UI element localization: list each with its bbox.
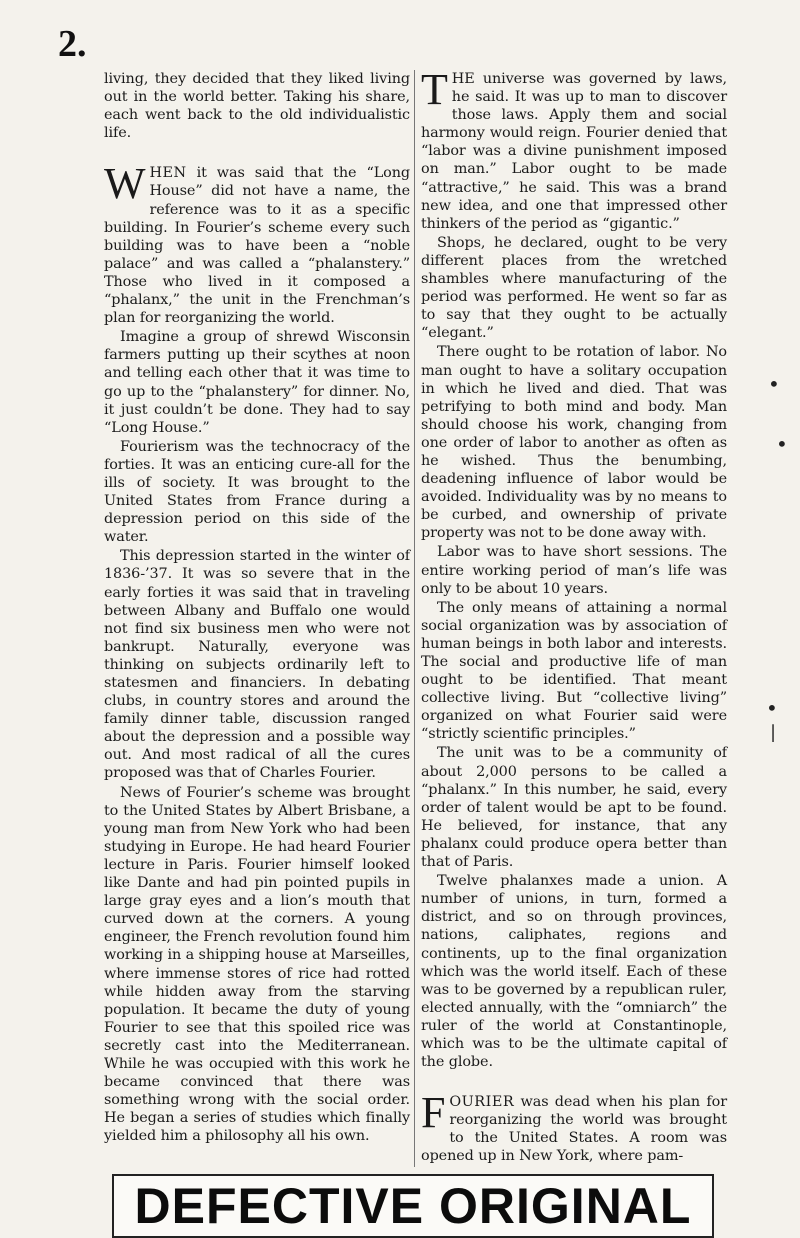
right-paragraph-5: The only means of attaining a normal social organization was by association of human beings in both labor and interests. The social and productive life of man ought to be identified. That meant collective living. But “collective living” organized on what Fourier said were “strictly scientific principles.” — [421, 599, 727, 743]
left-paragraph-2-lead: HEN — [149, 165, 187, 182]
right-paragraph-1-text: HE universe was governed by laws, he said. It was up to man to discover those laws. Apply them and social harmony would reign. Fourier denied that “labor was a divine punishment imposed on man.” Labor ought to be made “attractive,” he said. This was a brand new idea, and one that impressed other thinkers of the period as “gigantic.” — [421, 71, 727, 232]
left-paragraph-2 — [104, 159, 410, 327]
right-paragraph-3: There ought to be rotation of labor. No man ought to have a solitary occupation in which he lived and died. That was petrifying to both mind and body. Man should choose his work, changing from one order of labor to another as often as he wished. Thus the benumbing, deadening influence of labor would be avoided. Individuality was by no means to be curbed, and ownership of private property was not to be done away with. — [421, 344, 727, 542]
scan-speck: • — [776, 432, 788, 456]
scan-speck: • — [766, 696, 778, 720]
left-paragraph-2-text: it was said that the “Long House” did not have a name, the reference was to it as a specific building. In Fourier’s scheme every such building was to have been a “noble palace” and was called a “phalanstery.” Those who lived in it composed a “phalanx,” the unit in the Frenchman’s plan for reorganizing the world. — [104, 165, 410, 327]
page-number: 2. — [58, 23, 87, 65]
right-paragraph-1 — [421, 65, 727, 233]
drop-cap-f: F — [421, 1088, 446, 1138]
left-paragraph-6: News of Fourier’s scheme was brought to the United States by Albert Brisbane, a young man from New York who had been studying in Europe. He had heard Fourier lecture in Paris. Fourier himself looked like Dante and had pin pointed pupils in large gray eyes and a lion’s mouth that curved down at the corners. A young engineer, the French revolution found him working in a shipping house at Marseilles, where immense stores of rice had rotted while hidden away from the starving population. It became the duty of young Fourier to see that this spoiled rice was secretly cast into the Mediterranean. While he was occupied with this work he became convinced that there was something wrong with the social order. He began a series of studies which finally yielded him a philosophy all his own. — [104, 784, 410, 1145]
right-paragraph-8-lead: OURIER — [449, 1094, 515, 1111]
scan-speck: | — [770, 722, 777, 743]
left-paragraph-3: Imagine a group of shrewd Wisconsin farmers putting up their scythes at noon and telling each other that it was time to go up to the “phalanstery” for dinner. No, it just couldn’t be done. They had to say “Long House.” — [104, 329, 410, 436]
right-paragraph-2: Shops, he declared, ought to be very different places from the wretched shambles where manufacturing of the period was performed. He went so far as to say that they ought to be actually “elegant.” — [421, 234, 727, 342]
left-paragraph-1: living, they decided that they liked living out in the world better. Taking his share, each went back to the old individualistic life. — [104, 71, 410, 142]
defective-original-stamp: DEFECTIVE ORIGINAL — [112, 1174, 714, 1238]
drop-cap-w: W — [104, 159, 146, 209]
right-paragraph-7: Twelve phalanxes made a union. A number of unions, in turn, formed a district, and so on through provinces, nations, caliphates, regions and continents, up to the final organization which was the world itself. Each of these was to be governed by a republican ruler, elected annually, with the “omniarch” the ruler of the world at Constantinople, which was to be the ultimate capital of the globe. — [421, 873, 727, 1071]
left-paragraph-5: This depression started in the winter of 1836-’37. It was so severe that in the early forties it was said that in traveling between Albany and Buffalo one would not find six business men who were not bankrupt. Naturally, everyone was thinking on subjects ordinarily left to statesmen and financiers. In debating clubs, in country stores and around the family dinner table, discussion ranged about the depression and a possible way out. And most radical of all the cures proposed was that of Charles Fourier. — [104, 548, 410, 782]
left-column — [104, 70, 410, 1146]
left-paragraph-4: Fourierism was the technocracy of the forties. It was an enticing cure-all for the ills of society. It was brought to the United States from France during a depression period on this side of the water. — [104, 438, 410, 546]
right-column — [414, 65, 727, 1167]
right-paragraph-4: Labor was to have short sessions. The entire working period of man’s life was only to be about 10 years. — [421, 544, 727, 597]
right-paragraph-6: The unit was to be a community of about 2,000 persons to be called a “phalanx.” In this number, he said, every order of talent would be apt to be found. He believed, for instance, that any phalanx could produce opera better than that of Paris. — [421, 745, 727, 871]
scan-speck: • — [768, 372, 780, 396]
drop-cap-t: T — [421, 65, 448, 114]
right-paragraph-8 — [421, 1088, 727, 1165]
right-paragraph-8-text: was dead when his plan for reorganizing the world was brought to the United States. A room was opened up in New York, where pam- — [421, 1094, 727, 1165]
